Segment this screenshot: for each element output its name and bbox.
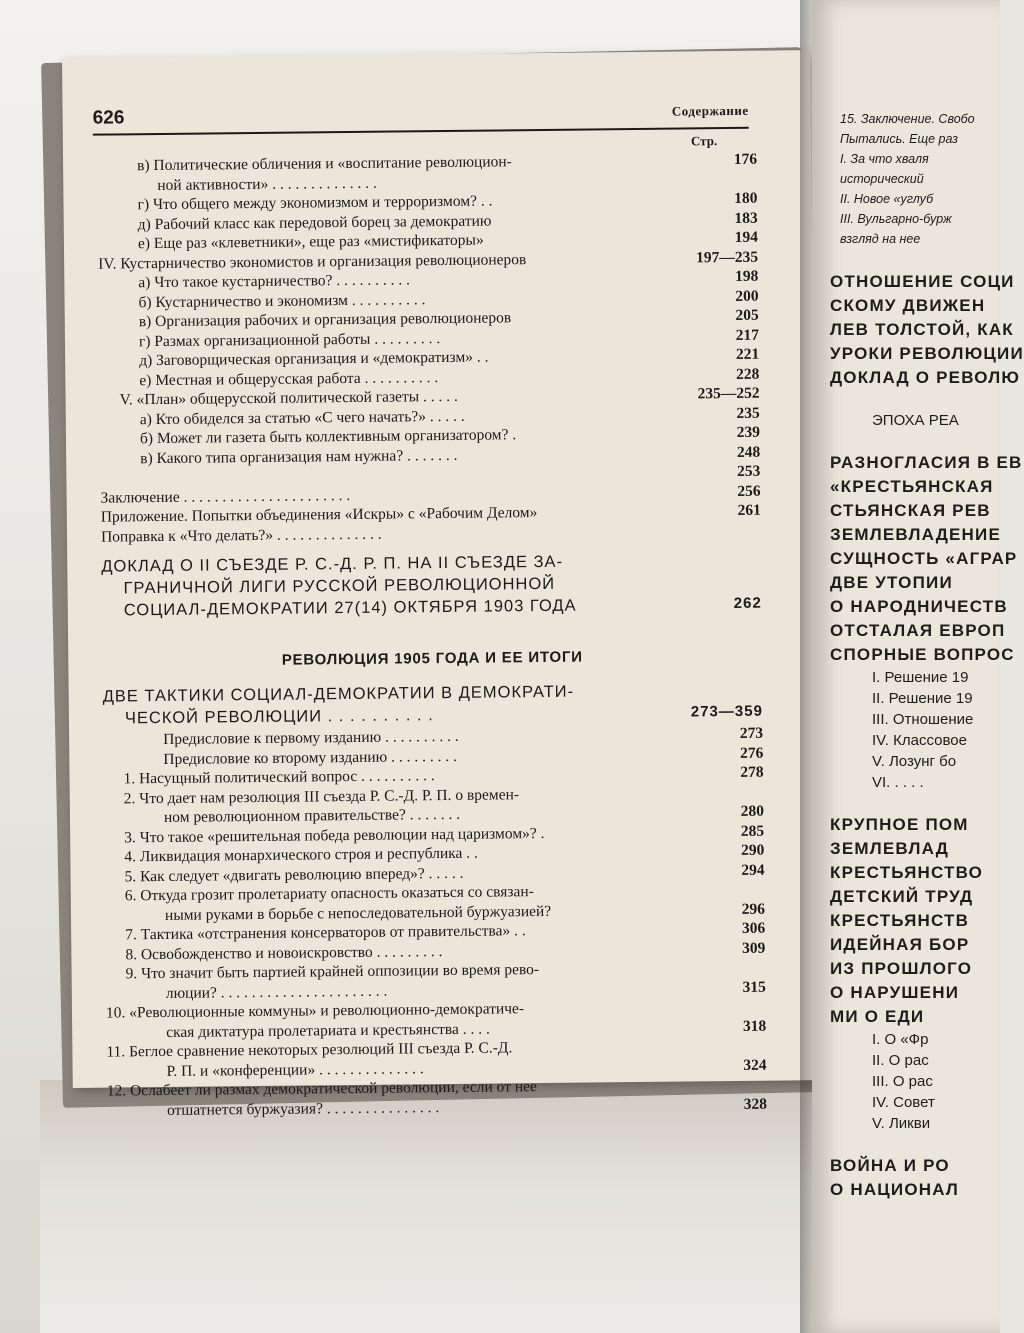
two-tactics-line-1: ДВЕ ТАКТИКИ СОЦИАЛ-ДЕМОКРАТИИ В ДЕМОКРАТИ- [102,682,575,706]
toc-row-title: д) Рабочий класс как передовой борец за демократию [137,212,492,233]
toc-row-title: ной активности» . . . . . . . . . . . . . . [157,174,377,194]
toc-row-page: 276 [739,744,764,762]
right-page-line: КРЕСТЬЯНСТВО [830,863,984,882]
toc-block-1 [97,151,761,548]
toc-row-page: 318 [742,1017,767,1035]
right-page-line: взгляд на нее [840,232,921,246]
section-title: РЕВОЛЮЦИЯ 1905 ГОДА И ЕЕ ИТОГИ [281,648,583,669]
right-page-line: РАЗНОГЛАСИЯ В ЕВ [830,453,1023,472]
right-page-line: О НАЦИОНАЛ [830,1180,960,1199]
toc-row-title: 3. Что такое «решительная победа революции над царизмом»? . [124,824,545,846]
toc-row-title: 6. Откуда грозит пролетариату опасность оказаться со связан- [124,883,534,905]
right-page-line: СТЬЯНСКАЯ РЕВ [830,501,991,520]
toc-row-page: 180 [734,189,758,207]
right-page-line: «КРЕСТЬЯНСКАЯ [830,477,994,496]
right-page-line: VI. . . . . [872,774,924,791]
toc-row-title: 5. Как следует «двигать революцию вперед»? . . . . . [124,864,464,885]
toc-row-page: 197—235 [696,248,759,266]
right-page-line: I. За что хваля [840,152,929,166]
toc-row-page: 315 [742,978,766,996]
toc-row-page: 285 [740,822,765,840]
right-page-line: IV. Классовое [872,732,967,749]
report-title-line-3: СОЦИАЛ-ДЕМОКРАТИИ 27(14) ОКТЯБРЯ 1903 ГОДА [123,596,577,620]
right-page-line: IV. Совет [872,1094,935,1111]
toc-row-page: 205 [735,306,759,324]
right-page-line: II. Решение 19 [872,690,973,707]
toc-row-page: 235 [736,404,760,422]
right-page-line: I. Решение 19 [872,669,969,686]
right-page-line: КРЕСТЬЯНСТВ [830,911,970,930]
right-page-line: ЛЕВ ТОЛСТОЙ, КАК [830,320,1014,339]
toc-row-title: г) Что общего между экономизмом и терроризмом? . . [137,192,493,214]
toc-row-title: отшатнется буржуазия? . . . . . . . . . . . . . . . [166,1098,440,1119]
right-page-line: ДЕТСКИЙ ТРУД [830,887,974,906]
right-page-line: III. Вульгарно-бурж [840,212,952,226]
toc-row-title: в) Организация рабочих и организация революционеров [138,309,512,331]
toc-row-title: е) Местная и общерусская работа . . . . . . . . . . [139,368,439,389]
toc-row-title: 11. Беглое сравнение некоторых резолюций III съезда Р. С.-Д. [106,1039,513,1061]
right-page-line: V. Лозунг бо [872,753,957,770]
two-tactics-page: 273—359 [690,702,763,721]
toc-row-title: люции? . . . . . . . . . . . . . . . . . . . . . . [165,982,388,1002]
right-page-line: СКОМУ ДВИЖЕН [830,296,986,315]
toc-row-title: ская диктатура пролетариата и крестьянства . . . . [166,1020,490,1041]
toc-row-page: 194 [734,228,759,246]
toc-row-page: 324 [743,1056,767,1074]
two-tactics-line-2: ЧЕСКОЙ РЕВОЛЮЦИИ . . . . . . . . . . [124,706,434,728]
toc-row-page: 261 [737,501,761,519]
toc-row-page: 235—252 [697,384,760,403]
toc-row-page: 296 [741,900,766,918]
right-page-line: II. Новое «углуб [840,192,934,206]
right-page-line: III. О рас [872,1073,933,1090]
right-page-line: III. Отношение [872,711,974,728]
report-title-line-2: ГРАНИЧНОЙ ЛИГИ РУССКОЙ РЕВОЛЮЦИОННОЙ [123,574,556,598]
toc-row-title: Заключение . . . . . . . . . . . . . . . . . . . . . . [100,486,351,507]
toc-row-page: 280 [740,802,765,820]
toc-row-title: д) Заговорщическая организация и «демократизм» . . [139,348,489,370]
right-page-line: ИЗ ПРОШЛОГО [830,959,973,978]
toc-row-title: Р. П. и «конференции» . . . . . . . . . . . . . . [166,1059,424,1080]
toc-row-title: ными руками в борьбе с непоследовательной буржуазией? [164,902,552,924]
toc-row-page: 309 [742,939,766,957]
right-page-line: ОТСТАЛАЯ ЕВРОП [830,621,1006,640]
toc-row-title: Поправка к «Что делать?» . . . . . . . . . . . . . . [100,525,382,546]
toc-row-page: 248 [736,443,761,461]
right-page-line: ЭПОХА РЕА [872,412,959,429]
toc-row-title: 10. «Революционные коммуны» и революционно-демократиче- [105,1000,525,1022]
right-page-line: ВОЙНА И РО [830,1156,950,1175]
report-title-line-1: ДОКЛАД О II СЪЕЗДЕ Р. С.-Д. Р. П. НА II СЪЕЗДЕ ЗА- [101,552,564,576]
right-page-line: Пытались. Еще раз [840,132,958,146]
right-page-line: СУЩНОСТЬ «АГРАР [830,549,1018,568]
page-column-label: Стр. [690,133,718,149]
right-page [812,0,1024,1333]
toc-row-title: IV. Кустарничество экономистов и организация революционеров [98,250,527,273]
toc-row-title: б) Может ли газета быть коллективным организатором? . [139,426,517,448]
toc-row-title: а) Что такое кустарничество? . . . . . . . . . . [138,271,411,292]
page-header [92,97,748,136]
right-page-line: ЗЕМЛЕВЛАД [830,839,950,858]
toc-row-title: V. «План» общерусской политической газеты . . . . . [119,387,458,409]
right-page-line: ОТНОШЕНИЕ СОЦИ [830,272,1015,291]
toc-row-page: 278 [740,763,764,781]
page-number: 626 [92,107,125,129]
toc-row-title: 1. Насущный политический вопрос . . . . . . . . . . [123,767,435,788]
right-page-line: МИ О ЕДИ [830,1007,925,1026]
right-page-line: ЗЕМЛЕВЛАДЕНИЕ [830,525,1001,544]
toc-row-title: 2. Что дает нам резолюция III съезда Р. С.-Д. Р. П. о времен- [123,785,520,807]
toc-row-title: Приложение. Попытки объединения «Искры» с «Рабочим Делом» [100,504,538,526]
toc-row-title: ном революционном правительстве? . . . . . . . [163,805,461,826]
report-page: 262 [733,594,762,612]
right-page-line: УРОКИ РЕВОЛЮЦИИ [830,344,1024,363]
right-page-line: КРУПНОЕ ПОМ [830,815,969,834]
toc-row-page: 239 [736,423,761,441]
toc-row-title: 12. Ослабеет ли размах демократической революции, если от нее [106,1078,537,1100]
toc-row-page: 200 [735,287,759,305]
toc-row-title: Предисловие к первому изданию . . . . . . . . . . [163,727,459,748]
toc-row-page: 273 [739,724,764,742]
toc-row-title: 8. Освобожденство и новоискровство . . . . . . . . . [125,942,443,963]
toc-row-page: 290 [740,841,765,859]
right-page-line: V. Ликви [872,1115,931,1132]
toc-row-page: 256 [737,482,761,500]
right-page-line: ДВЕ УТОПИИ [830,573,953,592]
table-of-contents [97,151,767,1122]
right-page-line: исторический [840,172,924,186]
right-page-line: О НАРОДНИЧЕСТВ [830,597,1008,616]
toc-row-page: 183 [734,209,758,227]
toc-row-title: в) Политические обличения и «воспитание революцион- [137,153,512,175]
toc-row-title: б) Кустарничество и экономизм . . . . . . . . . . [138,290,426,311]
right-page-line: О НАРУШЕНИ [830,983,960,1002]
toc-row-page: 217 [735,326,760,344]
toc-row-title: 7. Тактика «отстранения консерваторов от правительства» . . [125,922,526,944]
right-page-line: СПОРНЫЕ ВОПРОС [830,645,1015,664]
toc-row-page: 221 [735,345,760,363]
toc-row-title: г) Размах организационной работы . . . . . . . . . [138,329,441,350]
toc-row-title: в) Какого типа организация нам нужна? . . . . . . . [140,446,458,467]
toc-row-title: е) Еще раз «клеветники», еще раз «мистификаторы» [137,231,484,253]
toc-row-title: Предисловие ко второму изданию . . . . . . . . . [163,747,458,768]
right-page-line: ДОКЛАД О РЕВОЛЮ [830,368,1021,387]
toc-row-page: 228 [736,365,760,383]
right-page-line: I. О «Фр [872,1031,929,1048]
toc-row-title: 4. Ликвидация монархического строя и республика . . [124,844,478,866]
right-page-line: II. О рас [872,1052,929,1069]
right-page-line: ИДЕЙНАЯ БОР [830,935,970,954]
toc-row-page: 198 [734,267,759,285]
toc-row-page: 253 [737,462,761,480]
left-page [62,50,821,1119]
toc-row-page: 328 [743,1095,768,1113]
toc-row-page: 294 [741,861,765,879]
right-page-line: 15. Заключение. Свобо [840,112,975,126]
toc-row-title: а) Кто обиделся за статью «С чего начать?» . . . . . [139,407,465,428]
toc-row-page: 176 [733,150,758,168]
toc-row-page: 306 [741,919,766,937]
running-head: Содержание [671,102,749,119]
toc-block-2 [103,725,767,1122]
toc-row-title: 9. Что значит быть партией крайней оппозиции во время рево- [125,961,540,983]
